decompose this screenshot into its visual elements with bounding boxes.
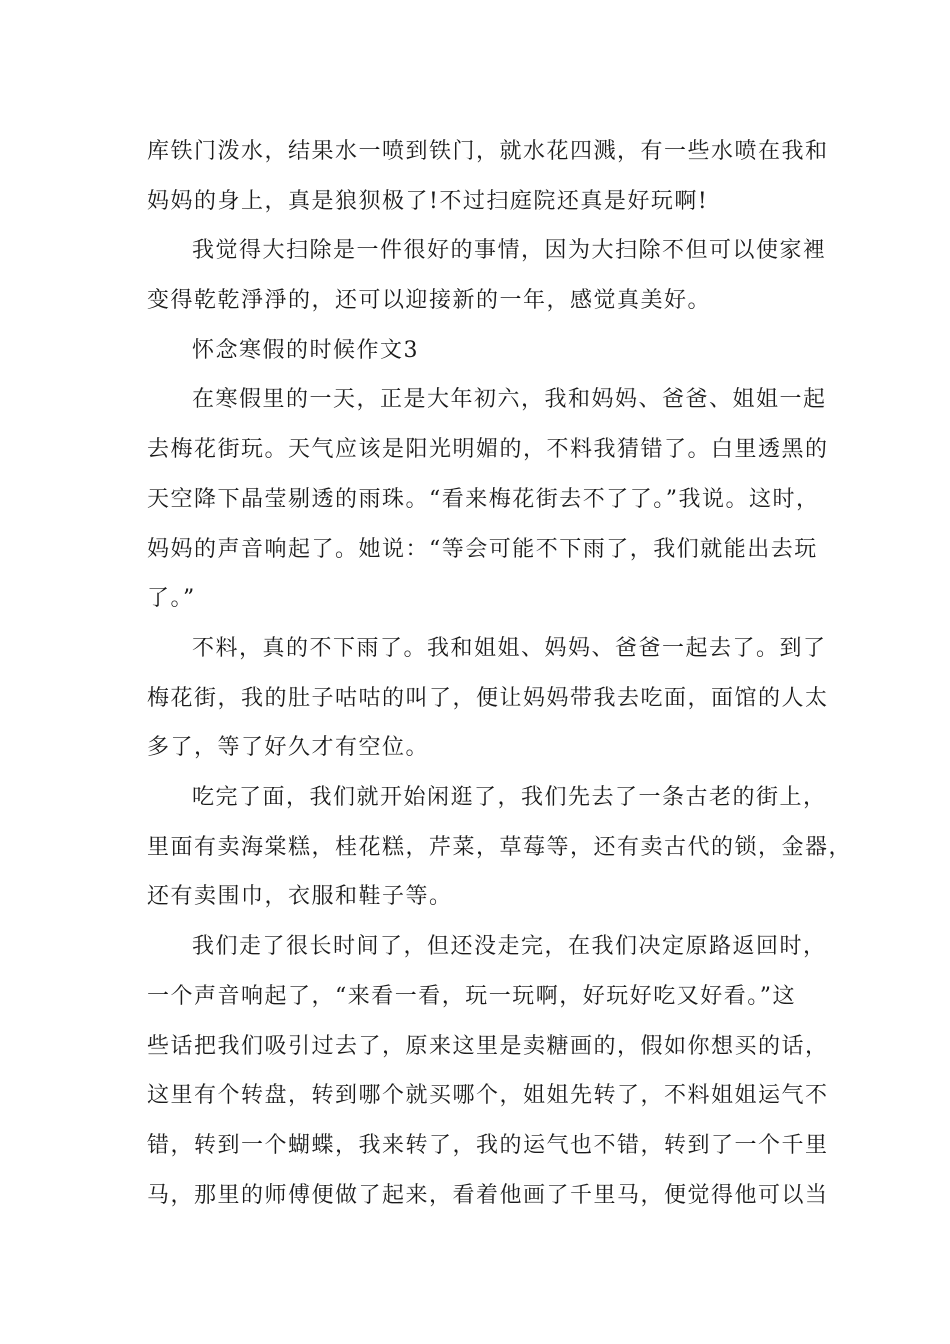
text-line: 妈妈的身上，真是狼狈极了!不过扫庭院还真是好玩啊! — [147, 189, 709, 214]
text-line: 天空降下晶莹剔透的雨珠。“看来梅花街去不了了。”我说。这时， — [147, 487, 820, 512]
text-line: 梅花街，我的肚子咕咕的叫了，便让妈妈带我去吃面，面馆的人太 — [147, 686, 829, 711]
text-line: 我觉得大扫除是一件很好的事情，因为大扫除不但可以使家裡 — [192, 238, 827, 263]
text-line: 变得乾乾淨淨的，还可以迎接新的一年，感觉真美好。 — [147, 288, 712, 313]
section-heading: 怀念寒假的时候作文3 — [192, 338, 419, 363]
text-line: 多了，等了好久才有空位。 — [147, 735, 430, 760]
text-line: 这里有个转盘，转到哪个就买哪个，姐姐先转了，不料姐姐运气不 — [147, 1083, 829, 1108]
text-line: 一个声音响起了，“来看一看，玩一玩啊，好玩好吃又好看。”这 — [147, 984, 796, 1009]
text-line: 错，转到一个蝴蝶，我来转了，我的运气也不错，转到了一个千里 — [147, 1133, 829, 1158]
text-line: 了。” — [147, 586, 196, 611]
text-line: 不料，真的不下雨了。我和姐姐、妈妈、爸爸一起去了。到了 — [192, 636, 827, 661]
text-line: 我们走了很长时间了，但还没走完，在我们决定原路返回时， — [192, 934, 827, 959]
text-line: 妈妈的声音响起了。她说：“等会可能不下雨了，我们就能出去玩 — [147, 537, 818, 562]
text-line: 去梅花街玩。天气应该是阳光明媚的，不料我猜错了。白里透黑的 — [147, 437, 829, 462]
text-line: 里面有卖海棠糕，桂花糕，芹菜，草莓等，还有卖古代的锁，金器， — [147, 835, 853, 860]
text-line: 吃完了面，我们就开始闲逛了，我们先去了一条古老的街上， — [192, 785, 827, 810]
text-line: 还有卖围巾，衣服和鞋子等。 — [147, 884, 453, 909]
text-line: 马，那里的师傅便做了起来，看着他画了千里马，便觉得他可以当 — [147, 1183, 829, 1208]
text-line: 在寒假里的一天，正是大年初六，我和妈妈、爸爸、姐姐一起 — [192, 387, 827, 412]
text-line: 些话把我们吸引过去了，原来这里是卖糖画的，假如你想买的话， — [147, 1034, 829, 1059]
text-line: 库铁门泼水，结果水一喷到铁门，就水花四溅，有一些水喷在我和 — [147, 139, 829, 164]
